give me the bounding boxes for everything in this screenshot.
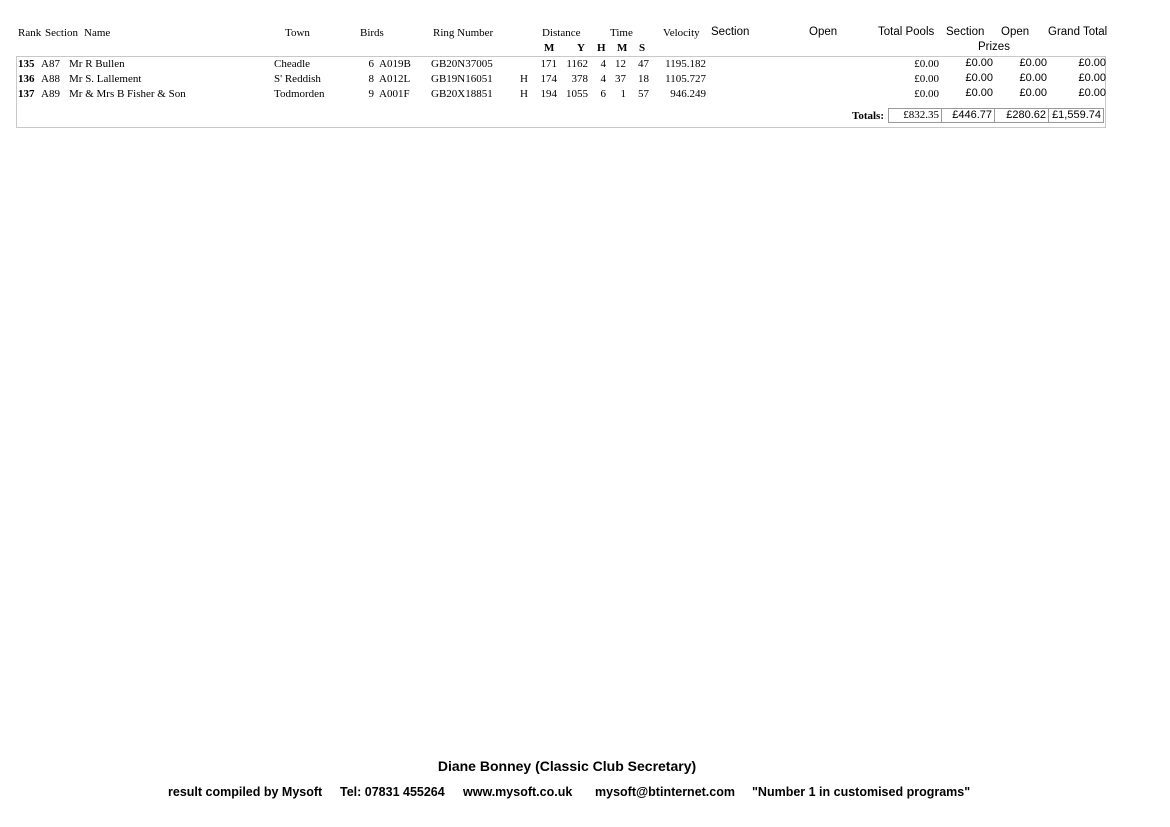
header-open: Open bbox=[809, 26, 838, 38]
header-town: Town bbox=[285, 27, 310, 39]
row-flag: H bbox=[520, 73, 528, 85]
row-distance-yards: 1162 bbox=[566, 58, 588, 70]
row-velocity: 1195.182 bbox=[665, 58, 706, 70]
header-birds: Birds bbox=[360, 27, 384, 39]
row-prize-open: £0.00 bbox=[1019, 72, 1047, 84]
header-distance: Distance bbox=[542, 27, 581, 39]
row-rank: 137 bbox=[18, 88, 35, 100]
row-distance-miles: 174 bbox=[540, 73, 557, 85]
footer-website: www.mysoft.co.uk bbox=[463, 785, 573, 799]
row-velocity: 946.249 bbox=[670, 88, 706, 100]
row-town: Todmorden bbox=[274, 88, 325, 100]
totals-pools: £832.35 bbox=[888, 108, 942, 123]
row-distance-miles: 194 bbox=[540, 88, 557, 100]
footer-compiled: result compiled by Mysoft bbox=[168, 785, 323, 799]
header-section: Section bbox=[45, 27, 78, 39]
footer-tel: Tel: 07831 455264 bbox=[340, 785, 445, 799]
header-ring-number: Ring Number bbox=[433, 27, 494, 39]
row-seconds: 57 bbox=[638, 88, 649, 100]
totals-grand: £1,559.74 bbox=[1048, 108, 1104, 123]
totals-section: £446.77 bbox=[941, 108, 995, 123]
row-rank: 136 bbox=[18, 73, 35, 85]
header-velocity: Velocity bbox=[663, 27, 700, 39]
row-total-pools: £0.00 bbox=[914, 88, 939, 100]
row-birds: 8 bbox=[368, 73, 374, 85]
subheader-prizes: Prizes bbox=[978, 41, 1010, 53]
row-rank: 135 bbox=[18, 58, 35, 70]
row-birds: 6 bbox=[368, 58, 374, 70]
row-section: A88 bbox=[41, 73, 60, 85]
footer-secretary: Diane Bonney (Classic Club Secretary) bbox=[437, 758, 697, 774]
row-distance-yards: 1055 bbox=[566, 88, 588, 100]
row-distance-miles: 171 bbox=[540, 58, 557, 70]
row-prize-open: £0.00 bbox=[1019, 57, 1047, 69]
row-hours: 4 bbox=[600, 58, 606, 70]
row-minutes: 37 bbox=[615, 73, 626, 85]
row-flag: H bbox=[520, 88, 528, 100]
subheader-seconds: S bbox=[639, 42, 646, 54]
header-grand-total: Grand Total bbox=[1048, 26, 1108, 38]
row-code: A019B bbox=[379, 58, 411, 70]
row-prize-section: £0.00 bbox=[965, 87, 993, 99]
header-rank: Rank bbox=[18, 27, 42, 39]
row-prize-section: £0.00 bbox=[965, 72, 993, 84]
totals-open: £280.62 bbox=[994, 108, 1049, 123]
row-total-pools: £0.00 bbox=[914, 58, 939, 70]
subheader-minutes: M bbox=[617, 42, 628, 54]
row-name: Mr S. Lallement bbox=[69, 73, 142, 85]
subheader-hours: H bbox=[597, 42, 606, 54]
subheader-miles: M bbox=[544, 42, 555, 54]
row-hours: 4 bbox=[600, 73, 606, 85]
subheader-yards: Y bbox=[577, 42, 585, 54]
header-name: Name bbox=[84, 27, 111, 39]
header-prize-section: Section bbox=[946, 26, 985, 38]
footer-email: mysoft@btinternet.com bbox=[595, 785, 735, 799]
row-prize-open: £0.00 bbox=[1019, 87, 1047, 99]
row-velocity: 1105.727 bbox=[665, 73, 706, 85]
row-code: A012L bbox=[379, 73, 411, 85]
row-name: Mr R Bullen bbox=[69, 58, 125, 70]
row-minutes: 1 bbox=[620, 88, 626, 100]
row-prize-section: £0.00 bbox=[965, 57, 993, 69]
row-seconds: 47 bbox=[638, 58, 649, 70]
row-ring-number: GB20N37005 bbox=[431, 58, 493, 70]
row-name: Mr & Mrs B Fisher & Son bbox=[69, 88, 186, 100]
row-minutes: 12 bbox=[615, 58, 626, 70]
row-town: Cheadle bbox=[274, 58, 311, 70]
row-seconds: 18 bbox=[638, 73, 649, 85]
row-ring-number: GB20X18851 bbox=[431, 88, 493, 100]
row-hours: 6 bbox=[600, 88, 606, 100]
row-section: A87 bbox=[41, 58, 60, 70]
header-total-pools: Total Pools bbox=[878, 26, 935, 38]
footer-slogan: "Number 1 in customised programs" bbox=[752, 785, 971, 799]
row-grand-total: £0.00 bbox=[1078, 87, 1106, 99]
header-prize-open: Open bbox=[1001, 26, 1030, 38]
row-ring-number: GB19N16051 bbox=[431, 73, 493, 85]
row-code: A001F bbox=[379, 88, 410, 100]
row-grand-total: £0.00 bbox=[1078, 72, 1106, 84]
totals-label: Totals: bbox=[852, 110, 884, 122]
header-time: Time bbox=[610, 27, 633, 39]
row-birds: 9 bbox=[368, 88, 374, 100]
row-town: S' Reddish bbox=[274, 73, 321, 85]
header-section-col: Section bbox=[711, 26, 750, 38]
row-grand-total: £0.00 bbox=[1078, 57, 1106, 69]
row-total-pools: £0.00 bbox=[914, 73, 939, 85]
row-distance-yards: 378 bbox=[571, 73, 588, 85]
row-section: A89 bbox=[41, 88, 60, 100]
